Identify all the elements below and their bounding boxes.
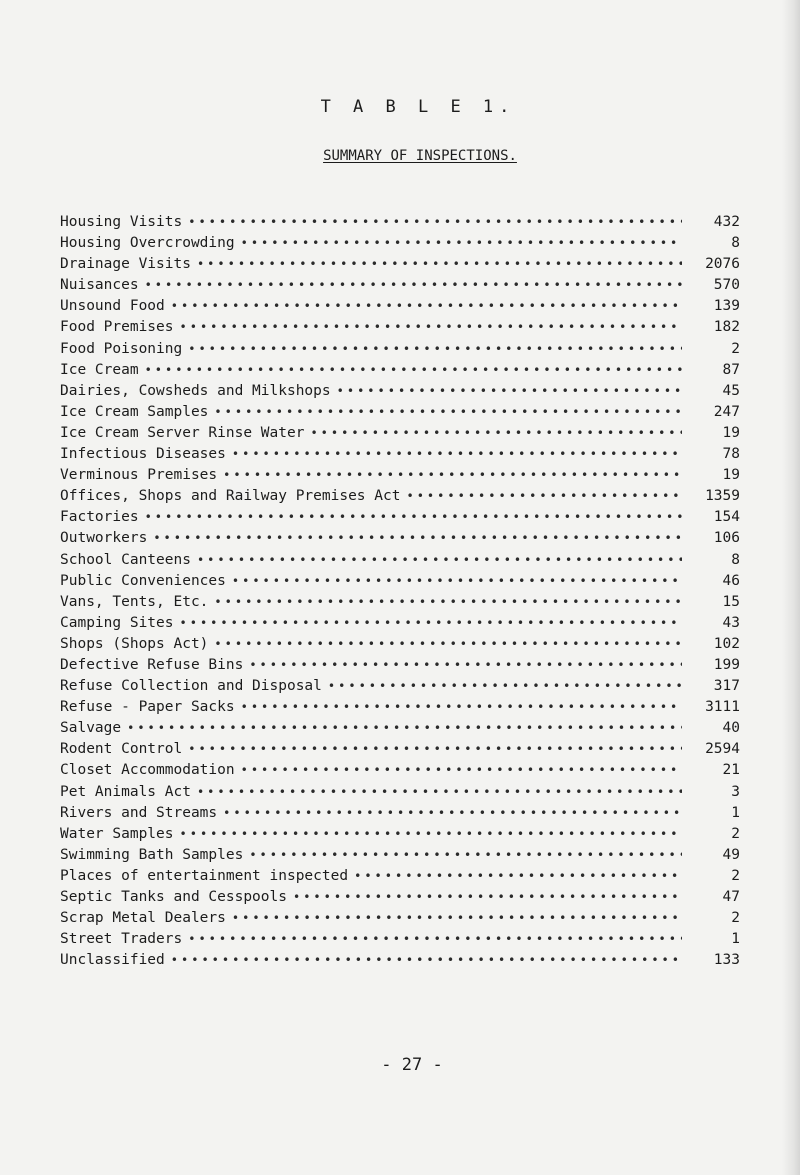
list-item (60, 887, 740, 908)
inspection-category-label: Food Premises (60, 319, 174, 336)
dot-leader (180, 317, 683, 338)
dot-leader (232, 444, 682, 465)
dot-leader (310, 423, 682, 444)
inspection-count-value: 1 (731, 804, 740, 821)
dot-leader (188, 739, 682, 760)
inspection-count-value: 19 (722, 424, 740, 441)
inspection-category-label: Ice Cream (60, 361, 139, 378)
inspection-count-value: 3111 (705, 699, 740, 716)
inspection-count-value: 2 (731, 825, 740, 842)
list-item (60, 866, 740, 887)
inspection-count-value: 432 (713, 214, 740, 230)
dot-leader (214, 592, 682, 613)
inspection-count-value: 2076 (705, 256, 740, 273)
inspection-category-label: Rivers and Streams (60, 804, 218, 821)
inspection-category-label: Drainage Visits (60, 256, 191, 273)
inspection-category-label: Infectious Diseases (60, 446, 226, 463)
inspection-category-label: Camping Sites (60, 614, 174, 631)
inspection-count-value: 2594 (705, 741, 740, 758)
list-item (60, 402, 740, 423)
dot-leader (214, 634, 682, 655)
inspection-category-label: Dairies, Cowsheds and Milkshops (60, 382, 331, 399)
inspection-category-label: Housing Overcrowding (60, 235, 235, 252)
inspection-category-label: Unsound Food (60, 298, 165, 315)
list-item (60, 465, 740, 486)
inspection-count-value: 247 (713, 403, 740, 420)
inspection-category-label: Ice Cream Server Rinse Water (60, 424, 305, 441)
dot-leader (232, 571, 682, 592)
inspection-count-value: 87 (722, 361, 740, 378)
list-item (60, 423, 740, 444)
dot-leader (180, 824, 683, 845)
inspection-category-label: Closet Accommodation (60, 762, 235, 779)
list-item (60, 718, 740, 739)
list-item (60, 782, 740, 803)
inspection-count-value: 139 (713, 298, 740, 315)
list-item (60, 486, 740, 507)
inspection-category-label: Housing Visits (60, 214, 183, 230)
dot-leader (145, 360, 682, 381)
inspection-category-label: Septic Tanks and Cesspools (60, 889, 287, 905)
list-item (60, 550, 740, 571)
inspection-category-label: Verminous Premises (60, 467, 218, 484)
inspection-category-label: Water Samples (60, 825, 174, 842)
inspection-count-value: 317 (713, 678, 740, 695)
dot-leader (197, 782, 682, 803)
dot-leader (241, 697, 682, 718)
inspection-category-label: School Canteens (60, 551, 191, 568)
list-item (60, 592, 740, 613)
table-subtitle (20, 148, 800, 164)
inspection-count-value: 2 (731, 910, 740, 927)
list-item (60, 655, 740, 676)
inspection-category-label: Salvage (60, 720, 122, 737)
dot-leader (293, 887, 682, 908)
dot-leader (188, 929, 682, 950)
dot-leader (328, 676, 682, 697)
list-item (60, 845, 740, 866)
inspection-category-label: Public Conveniences (60, 572, 226, 589)
inspection-category-label: Ice Cream Samples (60, 403, 209, 420)
list-item (60, 613, 740, 634)
dot-leader (153, 528, 682, 549)
inspection-category-label: Factories (60, 509, 139, 526)
list-item (60, 571, 740, 592)
dot-leader (127, 718, 682, 739)
list-item (60, 444, 740, 465)
list-item (60, 296, 740, 317)
list-item (60, 929, 740, 950)
inspection-category-label: Refuse Collection and Disposal (60, 678, 322, 695)
table-title: T A B L E 1. (320, 97, 516, 117)
inspection-category-label: Places of entertainment inspected (60, 867, 349, 884)
list-item (60, 212, 740, 233)
dot-leader (249, 655, 682, 676)
list-item (60, 507, 740, 528)
inspection-count-value: 78 (722, 446, 740, 463)
dot-leader (171, 950, 682, 971)
inspection-count-value: 570 (713, 277, 740, 294)
dot-leader (337, 381, 682, 402)
list-item (60, 824, 740, 845)
dot-leader (197, 254, 682, 275)
dot-leader (188, 339, 682, 360)
list-item (60, 739, 740, 760)
inspection-category-label: Food Poisoning (60, 340, 183, 357)
inspection-count-value: 19 (722, 467, 740, 484)
inspection-category-label: Defective Refuse Bins (60, 656, 244, 673)
dot-leader (223, 465, 682, 486)
dot-leader (223, 803, 682, 824)
list-item (60, 233, 740, 254)
list-item (60, 950, 740, 971)
inspection-category-label: Rodent Control (60, 741, 183, 758)
list-item (60, 381, 740, 402)
inspection-count-value: 15 (722, 593, 740, 610)
inspection-count-value: 1359 (705, 488, 740, 505)
inspection-category-label: Street Traders (60, 931, 183, 948)
inspection-count-value: 49 (722, 846, 740, 863)
inspection-category-label: Offices, Shops and Railway Premises Act (60, 488, 401, 505)
list-item (60, 528, 740, 549)
inspection-category-label: Nuisances (60, 277, 139, 294)
list-item (60, 676, 740, 697)
dot-leader (406, 486, 682, 507)
list-item (60, 803, 740, 824)
dot-leader (214, 402, 682, 423)
list-item (60, 275, 740, 296)
inspection-category-label: Outworkers (60, 530, 148, 547)
inspections-list (60, 212, 740, 971)
inspection-count-value: 45 (722, 382, 740, 399)
list-item (60, 760, 740, 781)
list-item (60, 697, 740, 718)
dot-leader (249, 845, 682, 866)
page-number: - 27 - (381, 1055, 443, 1075)
inspection-count-value: 8 (731, 551, 740, 568)
inspection-count-value: 154 (713, 509, 740, 526)
inspection-count-value: 2 (731, 340, 740, 357)
inspection-count-value: 1 (731, 931, 740, 948)
inspection-category-label: Swimming Bath Samples (60, 846, 244, 863)
list-item (60, 254, 740, 275)
dot-leader (241, 760, 682, 781)
dot-leader (188, 212, 682, 233)
list-item (60, 317, 740, 338)
inspection-count-value: 106 (713, 530, 740, 547)
inspection-count-value: 40 (722, 720, 740, 737)
inspection-category-label: Shops (Shops Act) (60, 635, 209, 652)
page-edge-shadow (782, 0, 800, 1175)
inspection-count-value: 47 (722, 889, 740, 905)
dot-leader (180, 613, 683, 634)
inspection-count-value: 8 (731, 235, 740, 252)
dot-leader (232, 908, 682, 929)
list-item (60, 339, 740, 360)
dot-leader (197, 550, 682, 571)
inspection-count-value: 46 (722, 572, 740, 589)
inspection-category-label: Vans, Tents, Etc. (60, 593, 209, 610)
list-item (60, 634, 740, 655)
inspection-category-label: Unclassified (60, 952, 165, 969)
dot-leader (171, 296, 682, 317)
inspection-count-value: 133 (713, 952, 740, 969)
inspection-category-label: Pet Animals Act (60, 783, 191, 800)
inspection-count-value: 2 (731, 867, 740, 884)
list-item (60, 908, 740, 929)
table-subtitle-text: SUMMARY OF INSPECTIONS. (323, 148, 517, 164)
inspection-count-value: 182 (713, 319, 740, 336)
dot-leader (241, 233, 682, 254)
dot-leader (145, 275, 682, 296)
inspection-count-value: 43 (722, 614, 740, 631)
dot-leader (354, 866, 682, 887)
inspection-category-label: Refuse - Paper Sacks (60, 699, 235, 716)
inspection-count-value: 3 (731, 783, 740, 800)
dot-leader (145, 507, 682, 528)
list-item (60, 360, 740, 381)
inspection-count-value: 102 (713, 635, 740, 652)
inspection-count-value: 21 (722, 762, 740, 779)
inspection-category-label: Scrap Metal Dealers (60, 910, 226, 927)
inspection-count-value: 199 (713, 656, 740, 673)
